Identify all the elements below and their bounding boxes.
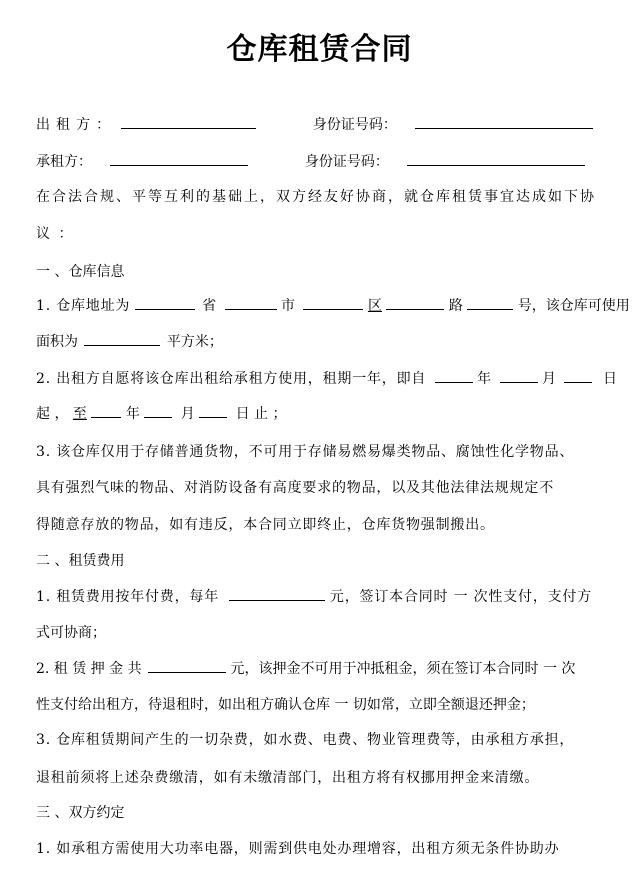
s2-item2-line1 [36, 658, 575, 678]
s1-item2-text2: 年 [477, 371, 492, 387]
end-year-blank[interactable] [91, 403, 121, 418]
s1-item1-line1 [36, 295, 630, 315]
lessee-label: 承租方： [36, 154, 92, 170]
s1-item2-text6: 至 [72, 406, 87, 422]
deposit-blank[interactable] [148, 658, 226, 673]
s1-item2-text8: 月 [180, 406, 195, 422]
lessor-id-blank[interactable] [415, 114, 593, 129]
s1-item1-text2: 省 [202, 298, 217, 314]
document-title: 仓库租赁合同 [226, 32, 413, 67]
s2-item2-text1: 2. 租 赁 押 金 共 [36, 661, 142, 677]
lessee-name-blank[interactable] [110, 151, 248, 166]
s1-item2-text7: 年 [125, 406, 140, 422]
s1-item1-text7: 面积为 [36, 334, 78, 350]
s1-item2-line2 [36, 403, 287, 423]
s1-item3-line3: 得随意存放的物品，如有违反，本合同立即终止，仓库货物强制搬出。 [36, 517, 495, 533]
lessee-line [36, 151, 585, 171]
s2-item1-text1: 1. 租赁费用按年付费，每年 [36, 589, 220, 605]
s2-item3-line2: 退租前须将上述杂费缴清，如有未缴清部门，出租方将有权挪用押金来清缴。 [36, 770, 540, 786]
s1-item2-text9: 日 止 ； [235, 406, 287, 422]
area-blank[interactable] [84, 331, 160, 346]
section2-heading: 二 、租赁费用 [36, 553, 125, 569]
s1-item3-line1: 3. 该仓库仅用于存储普通货物，不可用于存储易燃易爆类物品、腐蚀性化学物品、 [36, 444, 575, 460]
lessor-label: 出 租 方 ： [36, 117, 111, 133]
s2-item2-line2: 性支付给出租方，待退租时，如出租方确认仓库 一 切如常，立即全额退还押金； [36, 697, 535, 713]
s3-item1-line1: 1. 如承租方需使用大功率电器，则需到供电处办理增容，出租方须无条件协助办 [36, 841, 560, 857]
s1-item1-text4: 区 [367, 298, 382, 314]
s1-item2-text5: 起 ， [36, 406, 69, 422]
annual-rent-blank[interactable] [229, 586, 325, 601]
s1-item1-text5: 路 [448, 298, 463, 314]
end-day-blank[interactable] [199, 403, 227, 418]
lessor-id-label: 身份证号码： [312, 117, 397, 133]
province-blank[interactable] [135, 295, 195, 310]
intro-line-1: 在合法合规、平等互利的基础上，双方经友好协商，就仓库租赁事宜达成如下协 [36, 189, 596, 205]
s1-item1-line2 [36, 331, 223, 351]
s2-item2-text2: 元，该押金不可用于冲抵租金，须在签订本合同时 一 次 [230, 661, 576, 677]
s1-item3-line2: 具有强烈气味的物品、对消防设备有高度要求的物品，以及其他法律法规规定不 [36, 480, 554, 496]
s1-item1-text8: 平方米； [166, 334, 223, 350]
s2-item1-text2: 元，签订本合同时 一 次性支付，支付方 [329, 589, 593, 605]
end-month-blank[interactable] [144, 403, 172, 418]
s2-item1-line1 [36, 586, 592, 606]
s2-item3-line1: 3. 仓库租赁期间产生的一切杂费，如水费、电费、物业管理费等，由承租方承担， [36, 732, 575, 748]
intro-line-2: 议 ： [36, 226, 75, 242]
lessee-id-blank[interactable] [407, 151, 585, 166]
lessor-line [36, 114, 593, 134]
s1-item2-text4: 日 [602, 371, 617, 387]
lessee-id-label: 身份证号码： [304, 154, 389, 170]
start-year-blank[interactable] [435, 368, 473, 383]
s2-item1-line2: 式可协商； [36, 625, 106, 641]
s1-item2-text1: 2. 出租方自愿将该仓库出租给承租方使用，租期一年，即自 [36, 371, 427, 387]
section1-heading: 一 、仓库信息 [36, 264, 125, 280]
s1-item2-text3: 月 [542, 371, 557, 387]
city-blank[interactable] [225, 295, 277, 310]
lessor-name-blank[interactable] [121, 114, 256, 129]
district-blank-b[interactable] [386, 295, 444, 310]
s1-item1-text3: 市 [281, 298, 296, 314]
section3-heading: 三 、双方约定 [36, 805, 125, 821]
start-month-blank[interactable] [500, 368, 538, 383]
s1-item2-line1 [36, 368, 617, 388]
s1-item1-text6: 号，该仓库可使用 [517, 298, 630, 314]
district-blank-a[interactable] [303, 295, 363, 310]
start-day-blank[interactable] [564, 368, 592, 383]
s1-item1-text1: 1. 仓库地址为 [36, 298, 131, 314]
road-blank[interactable] [467, 295, 513, 310]
